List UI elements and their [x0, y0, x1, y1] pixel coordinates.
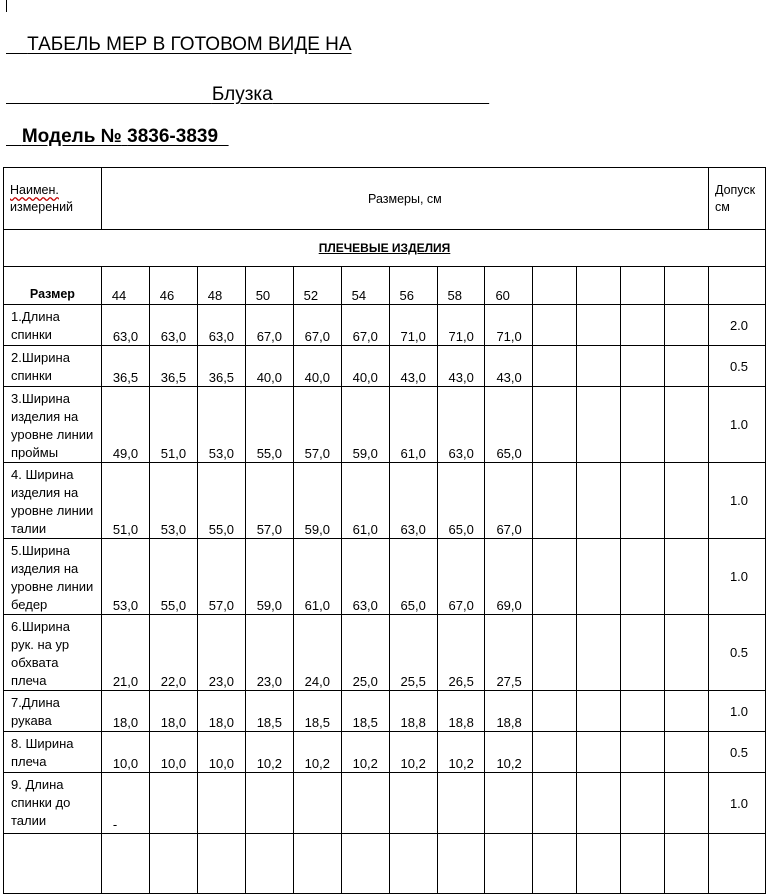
- value-cell: 63,0: [197, 305, 245, 346]
- size-cell: [665, 267, 709, 305]
- value-cell: [293, 834, 341, 894]
- value-cell: 59,0: [341, 387, 389, 463]
- size-cell: 58: [437, 267, 485, 305]
- value-cell: 61,0: [389, 387, 437, 463]
- value-cell: 57,0: [197, 539, 245, 615]
- table-row: [4, 346, 766, 387]
- measurement-label-cell: [4, 615, 102, 691]
- measurement-label-line: талии: [11, 813, 47, 828]
- measurement-label-cell: [4, 834, 102, 894]
- value-cell: [577, 463, 621, 539]
- value-cell: [621, 732, 665, 773]
- table-row: [4, 732, 766, 773]
- value-cell: 63,0: [437, 387, 485, 463]
- model-number: 3836-3839: [127, 126, 219, 147]
- measurement-label-cell: [4, 773, 102, 834]
- value-cell: 36,5: [149, 346, 197, 387]
- value-cell: 22,0: [149, 615, 197, 691]
- measurement-label-line: 2.Ширина: [11, 350, 70, 365]
- value-cell: [533, 387, 577, 463]
- measurement-label-cell: [4, 463, 102, 539]
- value-cell: [665, 539, 709, 615]
- value-cell: [577, 834, 621, 894]
- measurement-label-cell: [4, 305, 102, 346]
- value-cell: 10,2: [293, 732, 341, 773]
- measurement-label-line: изделия на: [11, 485, 79, 500]
- value-cell: 18,0: [197, 691, 245, 732]
- table-row: [4, 615, 766, 691]
- table-row: [4, 691, 766, 732]
- value-cell: 27,5: [485, 615, 533, 691]
- value-cell: 25,5: [389, 615, 437, 691]
- measurement-table: [3, 167, 766, 894]
- value-cell: 51,0: [149, 387, 197, 463]
- value-cell: [621, 834, 665, 894]
- measurement-label-cell: [4, 346, 102, 387]
- measurement-label-cell: [4, 539, 102, 615]
- value-cell: 49,0: [101, 387, 149, 463]
- measurement-label-line: спинки: [11, 327, 52, 342]
- value-cell: 40,0: [341, 346, 389, 387]
- value-cell: [621, 773, 665, 834]
- table-row: [4, 387, 766, 463]
- measurement-label-line: обхвата: [11, 655, 59, 670]
- section-row: [4, 230, 766, 267]
- value-cell: 26,5: [437, 615, 485, 691]
- value-cell: 65,0: [437, 463, 485, 539]
- value-cell: [577, 346, 621, 387]
- value-cell: 10,0: [197, 732, 245, 773]
- value-cell: 25,0: [341, 615, 389, 691]
- value-cell: 53,0: [149, 463, 197, 539]
- measurement-label-line: 3.Ширина: [11, 391, 70, 406]
- size-cell: 54: [341, 267, 389, 305]
- value-cell: [485, 773, 533, 834]
- value-cell: 53,0: [101, 539, 149, 615]
- value-cell: [665, 615, 709, 691]
- value-cell: 57,0: [293, 387, 341, 463]
- value-cell: 40,0: [245, 346, 293, 387]
- value-cell: [533, 773, 577, 834]
- value-cell: 43,0: [389, 346, 437, 387]
- value-cell: [197, 834, 245, 894]
- size-cell: 48: [197, 267, 245, 305]
- value-cell: [533, 691, 577, 732]
- value-cell: [665, 732, 709, 773]
- value-cell: 63,0: [149, 305, 197, 346]
- value-cell: [665, 305, 709, 346]
- measurement-label-line: 1.Длина: [11, 309, 60, 324]
- measurement-label-line: изделия на: [11, 409, 79, 424]
- tolerance-cell: 0.5: [708, 732, 765, 773]
- title-line: [6, 34, 352, 56]
- value-cell: 10,0: [101, 732, 149, 773]
- value-cell: 59,0: [245, 539, 293, 615]
- value-cell: 59,0: [293, 463, 341, 539]
- value-cell: [197, 773, 245, 834]
- size-row-label-text: Размер: [29, 287, 75, 301]
- tolerance-header-line: Допуск: [714, 183, 756, 197]
- value-cell: 24,0: [293, 615, 341, 691]
- value-cell: [577, 539, 621, 615]
- value-cell: [621, 387, 665, 463]
- measurement-label-line: бедер: [11, 597, 48, 612]
- value-cell: 63,0: [101, 305, 149, 346]
- measurement-label-line: рук. на ур: [11, 637, 70, 652]
- measurement-label-line: 8. Ширина: [11, 736, 74, 751]
- value-cell: [341, 773, 389, 834]
- table-row: [4, 463, 766, 539]
- value-cell: 53,0: [197, 387, 245, 463]
- value-cell: [245, 834, 293, 894]
- tolerance-cell: [708, 834, 765, 894]
- value-cell: [621, 305, 665, 346]
- size-cell: 46: [149, 267, 197, 305]
- value-cell: 43,0: [485, 346, 533, 387]
- product-name: Блузка: [211, 84, 273, 105]
- value-cell: 18,0: [149, 691, 197, 732]
- text-cursor: [6, 0, 7, 12]
- measurement-label-line: 7.Длина: [11, 695, 60, 710]
- value-cell: 43,0: [437, 346, 485, 387]
- value-cell: [577, 615, 621, 691]
- table-row: [4, 773, 766, 834]
- value-cell: 69,0: [485, 539, 533, 615]
- size-cell: 50: [245, 267, 293, 305]
- value-cell: [245, 773, 293, 834]
- value-cell: 65,0: [485, 387, 533, 463]
- size-cell: [577, 267, 621, 305]
- measurement-label-line: уровне линии: [11, 503, 94, 518]
- measurement-label-line: 4. Ширина: [11, 467, 74, 482]
- value-cell: 23,0: [197, 615, 245, 691]
- value-cell: 71,0: [437, 305, 485, 346]
- header-row: [4, 168, 766, 230]
- value-cell: 67,0: [437, 539, 485, 615]
- size-cell: 44: [101, 267, 149, 305]
- size-cell: [621, 267, 665, 305]
- name-header-cell: [4, 168, 102, 230]
- value-cell: 55,0: [245, 387, 293, 463]
- value-cell: 18,8: [437, 691, 485, 732]
- size-row: [4, 267, 766, 305]
- measurement-label-cell: [4, 732, 102, 773]
- value-cell: [665, 387, 709, 463]
- value-cell: [621, 346, 665, 387]
- value-cell: 10,2: [341, 732, 389, 773]
- size-cell: [533, 267, 577, 305]
- value-cell: [533, 539, 577, 615]
- measurement-label-line: 5.Ширина: [11, 543, 70, 558]
- value-cell: [341, 834, 389, 894]
- value-cell: [577, 773, 621, 834]
- value-cell: 18,8: [485, 691, 533, 732]
- value-cell: [621, 615, 665, 691]
- tolerance-cell: 1.0: [708, 773, 765, 834]
- size-row-tolerance-cell: [708, 267, 765, 305]
- value-cell: 10,2: [485, 732, 533, 773]
- value-cell: 71,0: [485, 305, 533, 346]
- value-cell: 63,0: [341, 539, 389, 615]
- value-cell: [485, 834, 533, 894]
- value-cell: [577, 691, 621, 732]
- value-cell: 18,0: [101, 691, 149, 732]
- value-cell: 57,0: [245, 463, 293, 539]
- value-cell: 67,0: [485, 463, 533, 539]
- measurement-label-line: плеча: [11, 754, 47, 769]
- measurement-label-cell: [4, 691, 102, 732]
- value-cell: 21,0: [101, 615, 149, 691]
- value-cell: 23,0: [245, 615, 293, 691]
- measurement-label-line: спинки до: [11, 795, 71, 810]
- value-cell: [665, 773, 709, 834]
- value-cell: 61,0: [293, 539, 341, 615]
- value-cell: [577, 387, 621, 463]
- value-cell: [665, 834, 709, 894]
- value-cell: [533, 615, 577, 691]
- value-cell: 65,0: [389, 539, 437, 615]
- measurement-label-line: рукава: [11, 713, 52, 728]
- table-row: [4, 834, 766, 894]
- value-cell: 63,0: [389, 463, 437, 539]
- value-cell: [389, 834, 437, 894]
- value-cell: 10,2: [437, 732, 485, 773]
- value-cell: [101, 834, 149, 894]
- measurement-label-line: изделия на: [11, 561, 79, 576]
- value-cell: [665, 346, 709, 387]
- value-cell: [389, 773, 437, 834]
- value-cell: [621, 691, 665, 732]
- tolerance-cell: 0.5: [708, 615, 765, 691]
- value-cell: 67,0: [293, 305, 341, 346]
- measurement-label-line: плеча: [11, 673, 47, 688]
- value-cell: 55,0: [197, 463, 245, 539]
- size-cell: 60: [485, 267, 533, 305]
- value-cell: 55,0: [149, 539, 197, 615]
- value-cell: [577, 305, 621, 346]
- tolerance-header-line: см: [714, 200, 730, 214]
- model-line: [6, 126, 229, 148]
- value-cell: [293, 773, 341, 834]
- sizes-header-text: Размеры, см: [368, 191, 442, 206]
- value-cell: 51,0: [101, 463, 149, 539]
- value-cell: [533, 305, 577, 346]
- value-cell: 61,0: [341, 463, 389, 539]
- measurement-label-line: спинки: [11, 368, 52, 383]
- measurement-label-cell: [4, 387, 102, 463]
- size-cell: 52: [293, 267, 341, 305]
- value-cell: [149, 773, 197, 834]
- value-cell: [621, 539, 665, 615]
- value-cell: 18,8: [389, 691, 437, 732]
- value-cell: 10,2: [245, 732, 293, 773]
- value-cell: 18,5: [245, 691, 293, 732]
- tolerance-cell: 0.5: [708, 346, 765, 387]
- model-label: Модель №: [21, 126, 122, 147]
- name-header-line: измерений: [10, 200, 74, 214]
- size-cell: 56: [389, 267, 437, 305]
- value-cell: 10,0: [149, 732, 197, 773]
- name-header-line: Наимен.: [10, 183, 59, 197]
- value-cell: [149, 834, 197, 894]
- value-cell: [577, 732, 621, 773]
- measurement-label-line: 9. Длина: [11, 777, 64, 792]
- value-cell: 10,2: [389, 732, 437, 773]
- value-cell: 40,0: [293, 346, 341, 387]
- value-cell: [533, 346, 577, 387]
- value-cell: 18,5: [341, 691, 389, 732]
- section-title: ПЛЕЧЕВЫЕ ИЗДЕЛИЯ: [318, 241, 451, 255]
- value-cell: [665, 463, 709, 539]
- value-cell: [621, 463, 665, 539]
- value-cell: -: [101, 773, 149, 834]
- value-cell: 67,0: [341, 305, 389, 346]
- value-cell: [533, 834, 577, 894]
- value-cell: 67,0: [245, 305, 293, 346]
- tolerance-cell: 2.0: [708, 305, 765, 346]
- value-cell: 18,5: [293, 691, 341, 732]
- value-cell: [437, 834, 485, 894]
- value-cell: 71,0: [389, 305, 437, 346]
- title-text: ТАБЕЛЬ МЕР В ГОТОВОМ ВИДЕ НА: [27, 34, 352, 55]
- size-row-label: [4, 267, 102, 305]
- measurement-label-line: 6.Ширина: [11, 619, 70, 634]
- value-cell: [533, 732, 577, 773]
- measurement-label-line: уровне линии: [11, 427, 94, 442]
- value-cell: [533, 463, 577, 539]
- table-row: [4, 305, 766, 346]
- value-cell: [437, 773, 485, 834]
- value-cell: 36,5: [101, 346, 149, 387]
- measurement-label-line: уровне линии: [11, 579, 94, 594]
- measurement-label-line: проймы: [11, 445, 59, 460]
- tolerance-cell: 1.0: [708, 387, 765, 463]
- value-cell: [665, 691, 709, 732]
- measurement-label-line: талии: [11, 521, 47, 536]
- tolerance-cell: 1.0: [708, 463, 765, 539]
- tolerance-header-cell: [708, 168, 765, 230]
- tolerance-cell: 1.0: [708, 539, 765, 615]
- table-row: [4, 539, 766, 615]
- section-title-cell: [4, 230, 766, 267]
- product-line: [6, 84, 489, 106]
- sizes-header-cell: [101, 168, 708, 230]
- value-cell: 36,5: [197, 346, 245, 387]
- tolerance-cell: 1.0: [708, 691, 765, 732]
